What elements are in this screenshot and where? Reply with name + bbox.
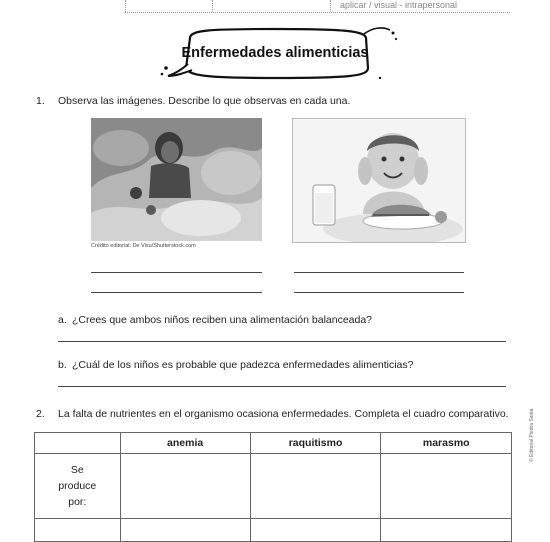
question-label: a. bbox=[58, 314, 67, 326]
question-text: Observa las imágenes. Describe lo que observas en cada una. bbox=[58, 95, 351, 107]
photo-boy-sandwich bbox=[292, 118, 466, 243]
question-1a bbox=[58, 314, 372, 326]
side-credit: © Editorial Piedra Santa bbox=[529, 408, 535, 462]
question-number: 2. bbox=[36, 408, 45, 420]
answer-line[interactable] bbox=[91, 292, 262, 293]
table-row bbox=[35, 454, 512, 519]
question-1b bbox=[58, 359, 413, 371]
table-row bbox=[35, 519, 512, 542]
table-header-row bbox=[35, 433, 512, 454]
table-header-cell: raquitismo bbox=[250, 433, 381, 454]
comparison-table bbox=[34, 432, 512, 542]
answer-line[interactable] bbox=[91, 272, 262, 273]
answer-line[interactable] bbox=[58, 341, 506, 342]
title-bubble bbox=[150, 24, 400, 86]
question-number: 1. bbox=[36, 95, 45, 107]
table-row-label bbox=[35, 519, 121, 542]
header-divider bbox=[125, 0, 126, 12]
table-cell[interactable] bbox=[381, 454, 512, 519]
question-text: ¿Cuál de los niños es probable que padezca enfermedades alimenticias? bbox=[72, 359, 414, 371]
answer-line[interactable] bbox=[294, 272, 464, 273]
question-2 bbox=[36, 408, 509, 420]
table-row-label bbox=[35, 454, 121, 519]
answer-line[interactable] bbox=[294, 292, 464, 293]
header-dotted-rule bbox=[125, 12, 510, 13]
table-cell[interactable] bbox=[120, 454, 250, 519]
photo-illustration bbox=[293, 119, 465, 242]
answer-line[interactable] bbox=[58, 386, 506, 387]
table-cell[interactable] bbox=[381, 519, 512, 542]
header-subtitle: aplicar / visual - intrapersonal bbox=[340, 0, 458, 10]
table-cell[interactable] bbox=[120, 519, 250, 542]
photo-illustration bbox=[91, 118, 262, 241]
photo-girl-garbage bbox=[91, 118, 262, 241]
question-label: b. bbox=[58, 359, 67, 371]
table-header-cell: anemia bbox=[120, 433, 250, 454]
row-label-text: Se produce por: bbox=[58, 464, 97, 508]
photo-credit: Crédito editorial: De Visu/Shutterstock.com bbox=[91, 243, 196, 249]
table-header-cell: marasmo bbox=[381, 433, 512, 454]
question-text: La falta de nutrientes en el organismo ocasiona enfermedades. Completa el cuadro comparativo. bbox=[58, 408, 509, 420]
question-1 bbox=[36, 95, 350, 107]
table-header-cell bbox=[35, 433, 121, 454]
header-divider bbox=[330, 0, 331, 12]
table-cell[interactable] bbox=[250, 519, 381, 542]
table-cell[interactable] bbox=[250, 454, 381, 519]
page-title: Enfermedades alimenticias bbox=[181, 45, 369, 61]
question-text: ¿Crees que ambos niños reciben una alimentación balanceada? bbox=[72, 314, 373, 326]
header-divider bbox=[212, 0, 213, 12]
